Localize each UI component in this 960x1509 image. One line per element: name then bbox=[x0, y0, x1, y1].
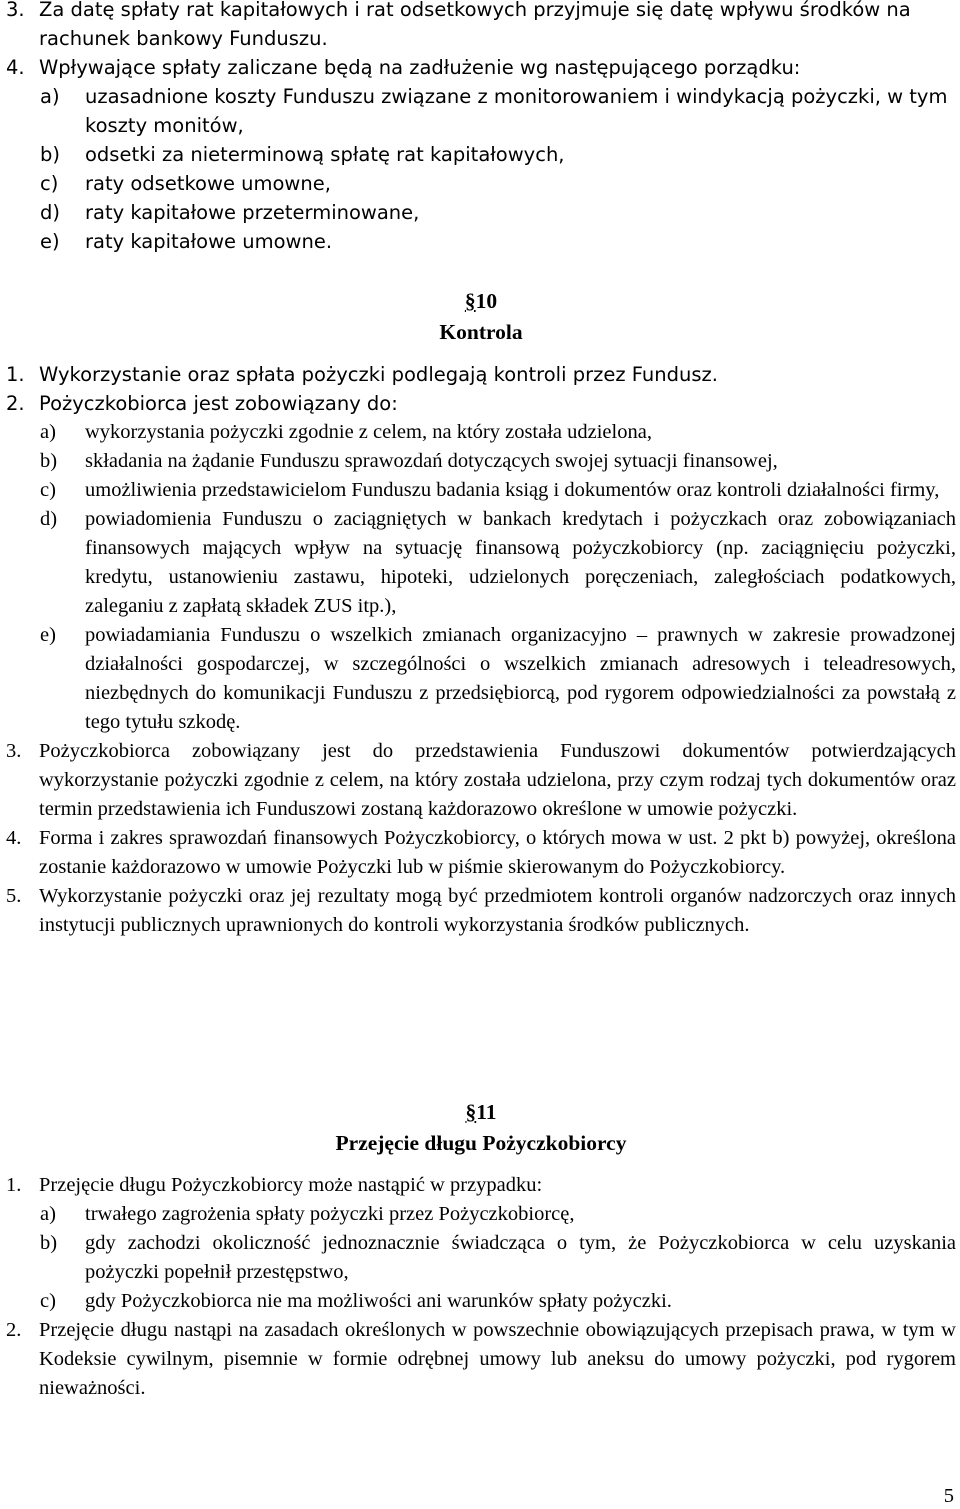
list-item bbox=[6, 169, 956, 198]
list-letter: d) bbox=[40, 508, 58, 530]
list-text: trwałego zagrożenia spłaty pożyczki przez Pożyczkobiorcę, bbox=[85, 1203, 575, 1225]
paragraph-text: Za datę spłaty rat kapitałowych i rat odsetkowych przyjmuje się datę wpływu środków na rachunek bankowy Funduszu. bbox=[39, 0, 911, 50]
paragraph-text: Forma i zakres sprawozdań finansowych Pożyczkobiorcy, o których mowa w ust. 2 pkt b) powyżej, określona zostanie każdorazowo w umowie Pożyczki lub w piśmie skierowanym do Pożyczkobiorcy. bbox=[39, 827, 956, 878]
list-item bbox=[6, 476, 956, 505]
paragraph-2 bbox=[6, 389, 956, 418]
list-letter: c) bbox=[40, 1290, 56, 1312]
list-item bbox=[6, 1287, 956, 1316]
list-text: raty odsetkowe umowne, bbox=[85, 172, 331, 195]
list-letter: a) bbox=[40, 85, 60, 108]
paragraph-sign: § bbox=[465, 1100, 477, 1124]
list-letter: a) bbox=[40, 1203, 56, 1225]
list-item bbox=[6, 227, 956, 256]
list-text: powiadomienia Funduszu o zaciągniętych w bankach kredytach i pożyczkach oraz zobowiązaniach finansowych mających wpływ na sytuację finansową pożyczkobiorcy (np. zaciągnięciu pożyczki, kredytu, ustanowieniu zastawu, hipoteki, udzielonych poręczeniach, zaległościach podatkowych, zaleganiu z zapłatą składek ZUS itp.), bbox=[85, 508, 956, 617]
list-item bbox=[6, 447, 956, 476]
section-number bbox=[6, 286, 956, 317]
paragraph-text: Wpływające spłaty zaliczane będą na zadłużenie wg następującego porządku: bbox=[39, 56, 801, 79]
paragraph-3 bbox=[6, 0, 956, 53]
section-number-value: 10 bbox=[475, 289, 498, 313]
paragraph-2 bbox=[6, 1316, 956, 1403]
list-letter: e) bbox=[40, 624, 56, 646]
paragraph-1 bbox=[6, 360, 956, 389]
paragraph-4 bbox=[6, 824, 956, 882]
list-text: raty kapitałowe przeterminowane, bbox=[85, 201, 420, 224]
top-section bbox=[6, 0, 956, 256]
list-text: odsetki za nieterminową spłatę rat kapitałowych, bbox=[85, 143, 565, 166]
section-number-value: 11 bbox=[476, 1100, 497, 1124]
paragraph-number: 3. bbox=[6, 740, 22, 762]
paragraph-number: 2. bbox=[6, 392, 25, 415]
paragraph-text: Przejęcie długu nastąpi na zasadach określonych w powszechnie obowiązujących przepisach prawa, w tym w Kodeksie cywilnym, pisemnie w formie odrębnej umowy lub aneksu do umowy pożyczki, pod rygorem nieważności. bbox=[39, 1319, 956, 1399]
paragraph-number: 1. bbox=[6, 363, 25, 386]
list-letter: b) bbox=[40, 450, 58, 472]
list-text: składania na żądanie Funduszu sprawozdań dotyczących swojej sytuacji finansowej, bbox=[85, 450, 778, 472]
paragraph-number: 2. bbox=[6, 1319, 22, 1341]
paragraph-number: 1. bbox=[6, 1174, 22, 1196]
section-11 bbox=[6, 1097, 956, 1403]
paragraph-number: 3. bbox=[6, 0, 25, 21]
paragraph-text: Pożyczkobiorca zobowiązany jest do przedstawienia Funduszowi dokumentów potwierdzających wykorzystanie pożyczki zgodnie z celem, na który została udzielona, przy czym rodzaj tych dokumentów oraz termin przedstawienia ich Funduszowi zostaną każdorazowo określone w umowie pożyczki. bbox=[39, 740, 956, 820]
section-number bbox=[6, 1097, 956, 1128]
paragraph-1 bbox=[6, 1171, 956, 1200]
list-letter: a) bbox=[40, 421, 56, 443]
list-letter: c) bbox=[40, 479, 56, 501]
list-text: raty kapitałowe umowne. bbox=[85, 230, 333, 253]
list-letter: e) bbox=[40, 230, 60, 253]
paragraph-number: 5. bbox=[6, 885, 22, 907]
paragraph-text: Przejęcie długu Pożyczkobiorcy może nastąpić w przypadku: bbox=[39, 1174, 543, 1196]
list-item bbox=[6, 198, 956, 227]
list-letter: c) bbox=[40, 172, 59, 195]
list-item bbox=[6, 82, 956, 140]
paragraph-5 bbox=[6, 882, 956, 940]
list-letter: b) bbox=[40, 143, 60, 166]
paragraph-sign: § bbox=[464, 289, 476, 313]
paragraph-3 bbox=[6, 737, 956, 824]
page-number: 5 bbox=[943, 1485, 954, 1507]
paragraph-text: Wykorzystanie pożyczki oraz jej rezultaty mogą być przedmiotem kontroli organów nadzorczych oraz innych instytucji publicznych uprawnionych do kontroli wykorzystania środków publicznych. bbox=[39, 885, 956, 936]
paragraph-4 bbox=[6, 53, 956, 82]
paragraph-text: Wykorzystanie oraz spłata pożyczki podlegają kontroli przez Fundusz. bbox=[39, 363, 718, 386]
list-item bbox=[6, 140, 956, 169]
list-item bbox=[6, 1229, 956, 1287]
section-title: Przejęcie długu Pożyczkobiorcy bbox=[335, 1131, 627, 1155]
list-text: powiadamiania Funduszu o wszelkich zmianach organizacyjno – prawnych w zakresie prowadzonej działalności gospodarczej, w szczególności o wszelkich zmianach adresowych i teleadresowych, niezbędnych do komunikacji Funduszu z przedsiębiorcą, pod rygorem odpowiedzialności za powstałą z tego tytułu szkodę. bbox=[85, 624, 956, 733]
list-text: uzasadnione koszty Funduszu związane z monitorowaniem i windykacją pożyczki, w tym koszty monitów, bbox=[85, 85, 948, 137]
list-letter: b) bbox=[40, 1232, 58, 1254]
list-item bbox=[6, 505, 956, 621]
paragraph-number: 4. bbox=[6, 827, 22, 849]
list-text: gdy Pożyczkobiorca nie ma możliwości ani warunków spłaty pożyczki. bbox=[85, 1290, 672, 1312]
list-text: gdy zachodzi okoliczność jednoznacznie świadcząca o tym, że Pożyczkobiorca w celu uzyskania pożyczki popełnił przestępstwo, bbox=[85, 1232, 956, 1283]
section-10 bbox=[6, 286, 956, 940]
section-title: Kontrola bbox=[439, 320, 523, 344]
paragraph-number: 4. bbox=[6, 56, 25, 79]
list-item bbox=[6, 418, 956, 447]
list-item bbox=[6, 621, 956, 737]
list-text: umożliwienia przedstawicielom Funduszu badania ksiąg i dokumentów oraz kontroli działalności firmy, bbox=[85, 479, 940, 501]
list-text: wykorzystania pożyczki zgodnie z celem, na który została udzielona, bbox=[85, 421, 652, 443]
list-letter: d) bbox=[40, 201, 60, 224]
list-item bbox=[6, 1200, 956, 1229]
paragraph-text: Pożyczkobiorca jest zobowiązany do: bbox=[39, 392, 398, 415]
